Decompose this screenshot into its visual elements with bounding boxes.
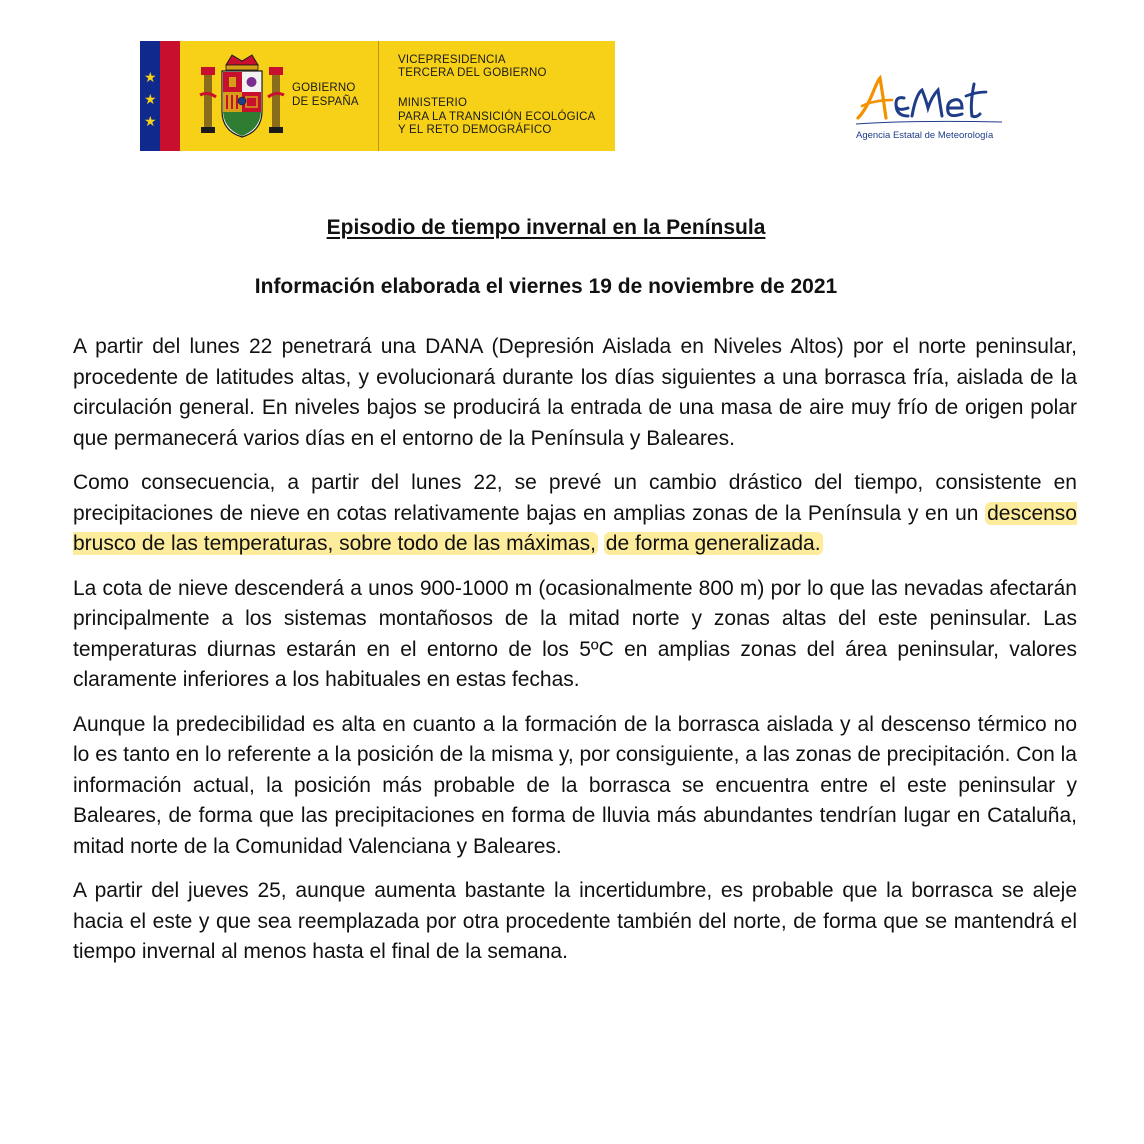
ministerio-text xyxy=(398,97,596,138)
vicepresidencia-text xyxy=(398,54,547,80)
ministry-line: PARA LA TRANSICIÓN ECOLÓGICA xyxy=(398,110,596,123)
banner-divider xyxy=(378,41,379,151)
gobierno-de-espana-text xyxy=(292,81,359,109)
star-icon: ★ xyxy=(144,92,157,108)
paragraph-4: Aunque la predecibilidad es alta en cuanto a la formación de la borrasca aislada y al descenso térmico no lo es tanto en lo referente a la posición de la misma y, por consiguiente, a las zonas de precipitación. Con la información actual, la posición más probable de la borrasca se encuentra entre el este peninsular y Baleares, de forma que las precipitaciones en forma de lluvia más abundantes tendrían lugar en Cataluña, mitad norte de la Comunidad Valenciana y Baleares. xyxy=(73,712,1077,858)
flag-red-band xyxy=(160,41,180,151)
paragraph-3: La cota de nieve descenderá a unos 900-1000 m (ocasionalmente 800 m) por lo que las nevadas afectarán principalmente a los sistemas montañosos de la mitad norte y zonas altas del este peninsular. Las temperaturas diurnas estarán en el entorno de los 5ºC en amplias zonas del área peninsular, valores claramente inferiores a los habituales en estas fechas. xyxy=(73,576,1077,691)
document-body xyxy=(73,332,1077,982)
gov-name-line: GOBIERNO xyxy=(292,82,356,94)
paragraph-1: A partir del lunes 22 penetrará una DANA (Depresión Aislada en Niveles Altos) por el norte peninsular, procedente de latitudes altas, y evolucionará durante los días siguientes a una borrasca fría, aislada de la circulación general. En niveles bajos se producirá la entrada de una masa de aire muy frío de origen polar que permanecerá varios días en el entorno de la Península y Baleares. xyxy=(73,335,1077,450)
paragraph-2 xyxy=(73,468,1077,560)
vice-line: VICEPRESIDENCIA xyxy=(398,54,506,66)
highlighted-text: descenso brusco de las temperaturas, sobre todo de las máximas, xyxy=(73,501,1077,555)
document-subtitle: Información elaborada el viernes 19 de noviembre de 2021 xyxy=(254,275,838,298)
ministry-line: Y EL RETO DEMOGRÁFICO xyxy=(398,124,552,136)
vice-line: TERCERA DEL GOBIERNO xyxy=(398,67,547,79)
document-title: Episodio de tiempo invernal en la Península xyxy=(326,216,766,239)
coat-of-arms-icon xyxy=(198,51,286,143)
paragraph-5: A partir del jueves 25, aunque aumenta bastante la incertidumbre, es probable que la borrasca se aleje hacia el este y que sea reemplazada por otra procedente también del norte, de forma que se mantendrá el tiempo invernal al menos hasta el final de la semana. xyxy=(73,879,1077,963)
flag-blue-band xyxy=(140,41,160,151)
ministry-line: MINISTERIO xyxy=(398,97,468,109)
eu-spain-flag-strip xyxy=(140,41,180,151)
gov-name-line: DE ESPAÑA xyxy=(292,96,359,108)
highlighted-text: de forma generalizada. xyxy=(605,532,821,555)
paragraph-2-text: Como consecuencia, a partir del lunes 22, se prevé un cambio drástico del tiempo, consistente en precipitaciones de nieve en cotas relativamente bajas en amplias zonas de la Península y en un xyxy=(73,471,1077,525)
aemet-subtitle: Agencia Estatal de Meteorología xyxy=(856,130,994,141)
star-icon: ★ xyxy=(144,114,157,130)
government-banner xyxy=(140,41,615,151)
star-icon: ★ xyxy=(144,70,157,86)
